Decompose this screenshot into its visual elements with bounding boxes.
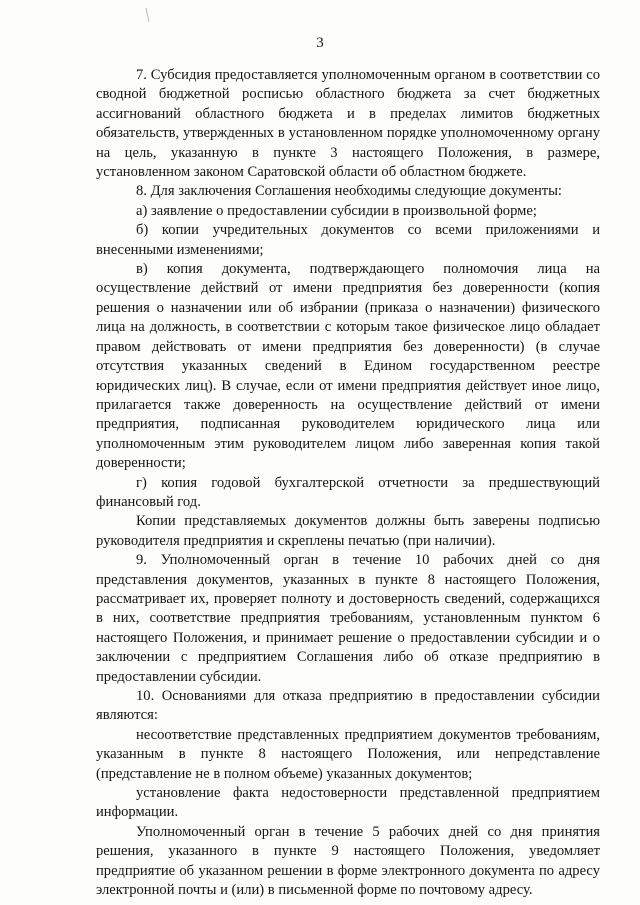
document-body bbox=[96, 66, 600, 900]
page-number: 3 bbox=[316, 35, 324, 51]
paragraph-9: 9. Уполномоченный орган в течение 10 рабочих дней со дня представления документов, указанных в пункте 8 настоящего Положения, рассматривает их, проверяет полноту и достоверность сведений, содержащихся в них, соответствие предприятия требованиям, установленным пунктом 6 настоящего Положения, и принимает решение о предоставлении субсидии и о заключении с предприятием Соглашения либо об отказе предприятию в предоставлении субсидии. bbox=[96, 552, 600, 685]
paragraph-10-reason-1: несоответствие представленных предприятием документов требованиям, указанным в пункте 8 настоящего Положения, или непредставление (представление не в полном объеме) указанных документов; bbox=[96, 726, 600, 782]
paragraph-8: 8. Для заключения Соглашения необходимы следующие документы: bbox=[136, 183, 562, 200]
scan-mark bbox=[146, 8, 150, 22]
paragraph-8-item-a: а) заявление о предоставлении субсидии в произвольной форме; bbox=[136, 202, 537, 219]
paragraph-8-item-g: г) копия годовой бухгалтерской отчетности за предшествующий финансовый год. bbox=[96, 474, 600, 510]
paragraph-8-item-b: б) копии учредительных документов со всеми приложениями и внесенными изменениями; bbox=[96, 222, 600, 258]
paragraph-notification: Уполномоченный орган в течение 5 рабочих дней со дня принятия решения, указанного в пункте 9 настоящего Положения, уведомляет предприятие об указанном решении в форме электронного документа по адресу электронной почты и (или) в письменной форме по почтовому адресу. bbox=[96, 823, 600, 899]
paragraph-7: 7. Субсидия предоставляется уполномоченным органом в соответствии со сводной бюджетной росписью областного бюджета за счет бюджетных ассигнований областного бюджета и в пределах лимитов бюджетных обязательств, утвержденных в установленном порядке уполномоченному органу на цель, указанную в пункте 3 настоящего Положения, в размере, установленном законом Саратовской области об областном бюджете. bbox=[96, 67, 600, 181]
paragraph-copies-note: Копии представляемых документов должны быть заверены подписью руководителя предприятия и скреплены печатью (при наличии). bbox=[96, 513, 600, 549]
paragraph-10-reason-2: установление факта недостоверности представленной предприятием информации. bbox=[96, 785, 600, 821]
paragraph-8-item-v: в) копия документа, подтверждающего полномочия лица на осуществление действий от имени предприятия без доверенности (копия решения о назначении или об избрании (приказа о назначении) физического лица на должность, в соответствии с которым такое физическое лицо обладает правом действовать от имени предприятия без доверенности) (в случае отсутствия указанных сведений в Едином государственном реестре юридических лиц). В случае, если от имени предприятия действует иное лицо, прилагается также доверенность на осуществление действий от имени предприятия, подписанная руководителем юридического лица или уполномоченным этим руководителем лицом либо заверенная копия такой доверенности; bbox=[96, 261, 600, 472]
paragraph-10: 10. Основаниями для отказа предприятию в предоставлении субсидии являются: bbox=[96, 688, 600, 724]
